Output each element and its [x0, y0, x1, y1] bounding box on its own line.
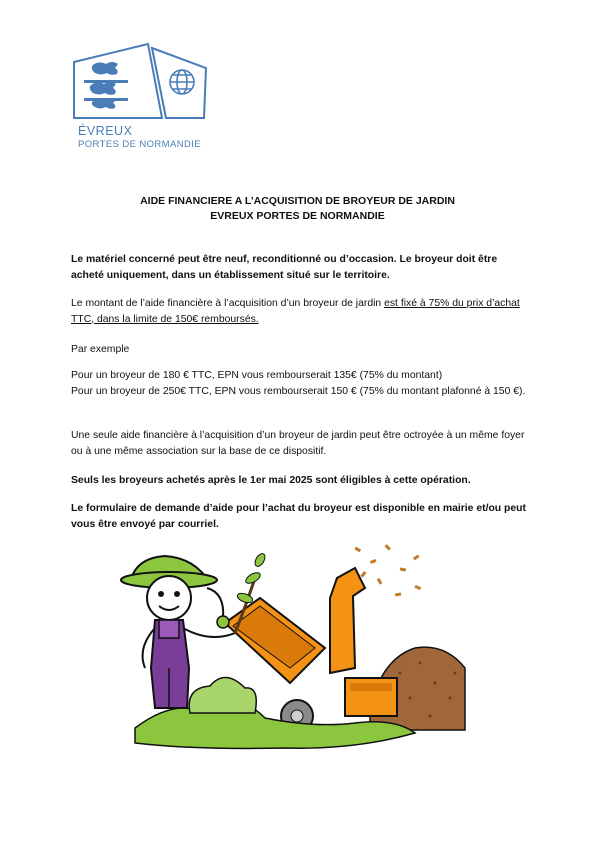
- paragraph-montant: [71, 296, 526, 327]
- logo-text-evreux: ÉVREUX: [78, 124, 133, 138]
- title-line-2: EVREUX PORTES DE NORMANDIE: [210, 210, 385, 222]
- title-line-1: AIDE FINANCIERE A L’ACQUISITION DE BROYEUR DE JARDIN: [140, 195, 455, 207]
- paragraph-eligibilite: Seuls les broyeurs achetés après le 1er mai 2025 sont éligibles à cette opération.: [71, 475, 471, 486]
- page-title: [0, 194, 595, 224]
- exemple-250: Pour un broyeur de 250€ TTC, EPN vous rembourserait 150 € (75% du montant plafonné à 150 €).: [71, 385, 526, 397]
- paragraph-une-seule-aide: Une seule aide financière à l’acquisition d’un broyeur de jardin peut être octroyée à un même foyer ou à une même association sur la base de ce dispositif.: [71, 430, 525, 457]
- paragraph-materiel: Le matériel concerné peut être neuf, reconditionné ou d’occasion. Le broyeur doit être acheté uniquement, dans un établissement situé sur le territoire.: [71, 254, 498, 281]
- evreux-shield-icon: [70, 40, 220, 125]
- logo-text-portes: PORTES DE NORMANDIE: [78, 139, 202, 150]
- gardener-with-wood-chipper-illustration: [115, 538, 475, 753]
- exemple-180: Pour un broyeur de 180 € TTC, EPN vous rembourserait 135€ (75% du montant): [71, 370, 443, 381]
- montant-underlined: est fixé à 75% du prix d’achat TTC, dans la limite de 150€ remboursés.: [71, 298, 520, 325]
- paragraph-exemple: Par exemple: [71, 344, 130, 355]
- evreux-logo: [70, 40, 220, 155]
- paragraph-formulaire: Le formulaire de demande d’aide pour l’achat du broyeur est disponible en mairie et/ou peut vous être envoyé par courriel.: [71, 503, 526, 530]
- montant-text: Le montant de l’aide financière à l’acquisition d’un broyeur de jardin: [71, 298, 385, 309]
- paragraph-exemples-list: [71, 368, 526, 399]
